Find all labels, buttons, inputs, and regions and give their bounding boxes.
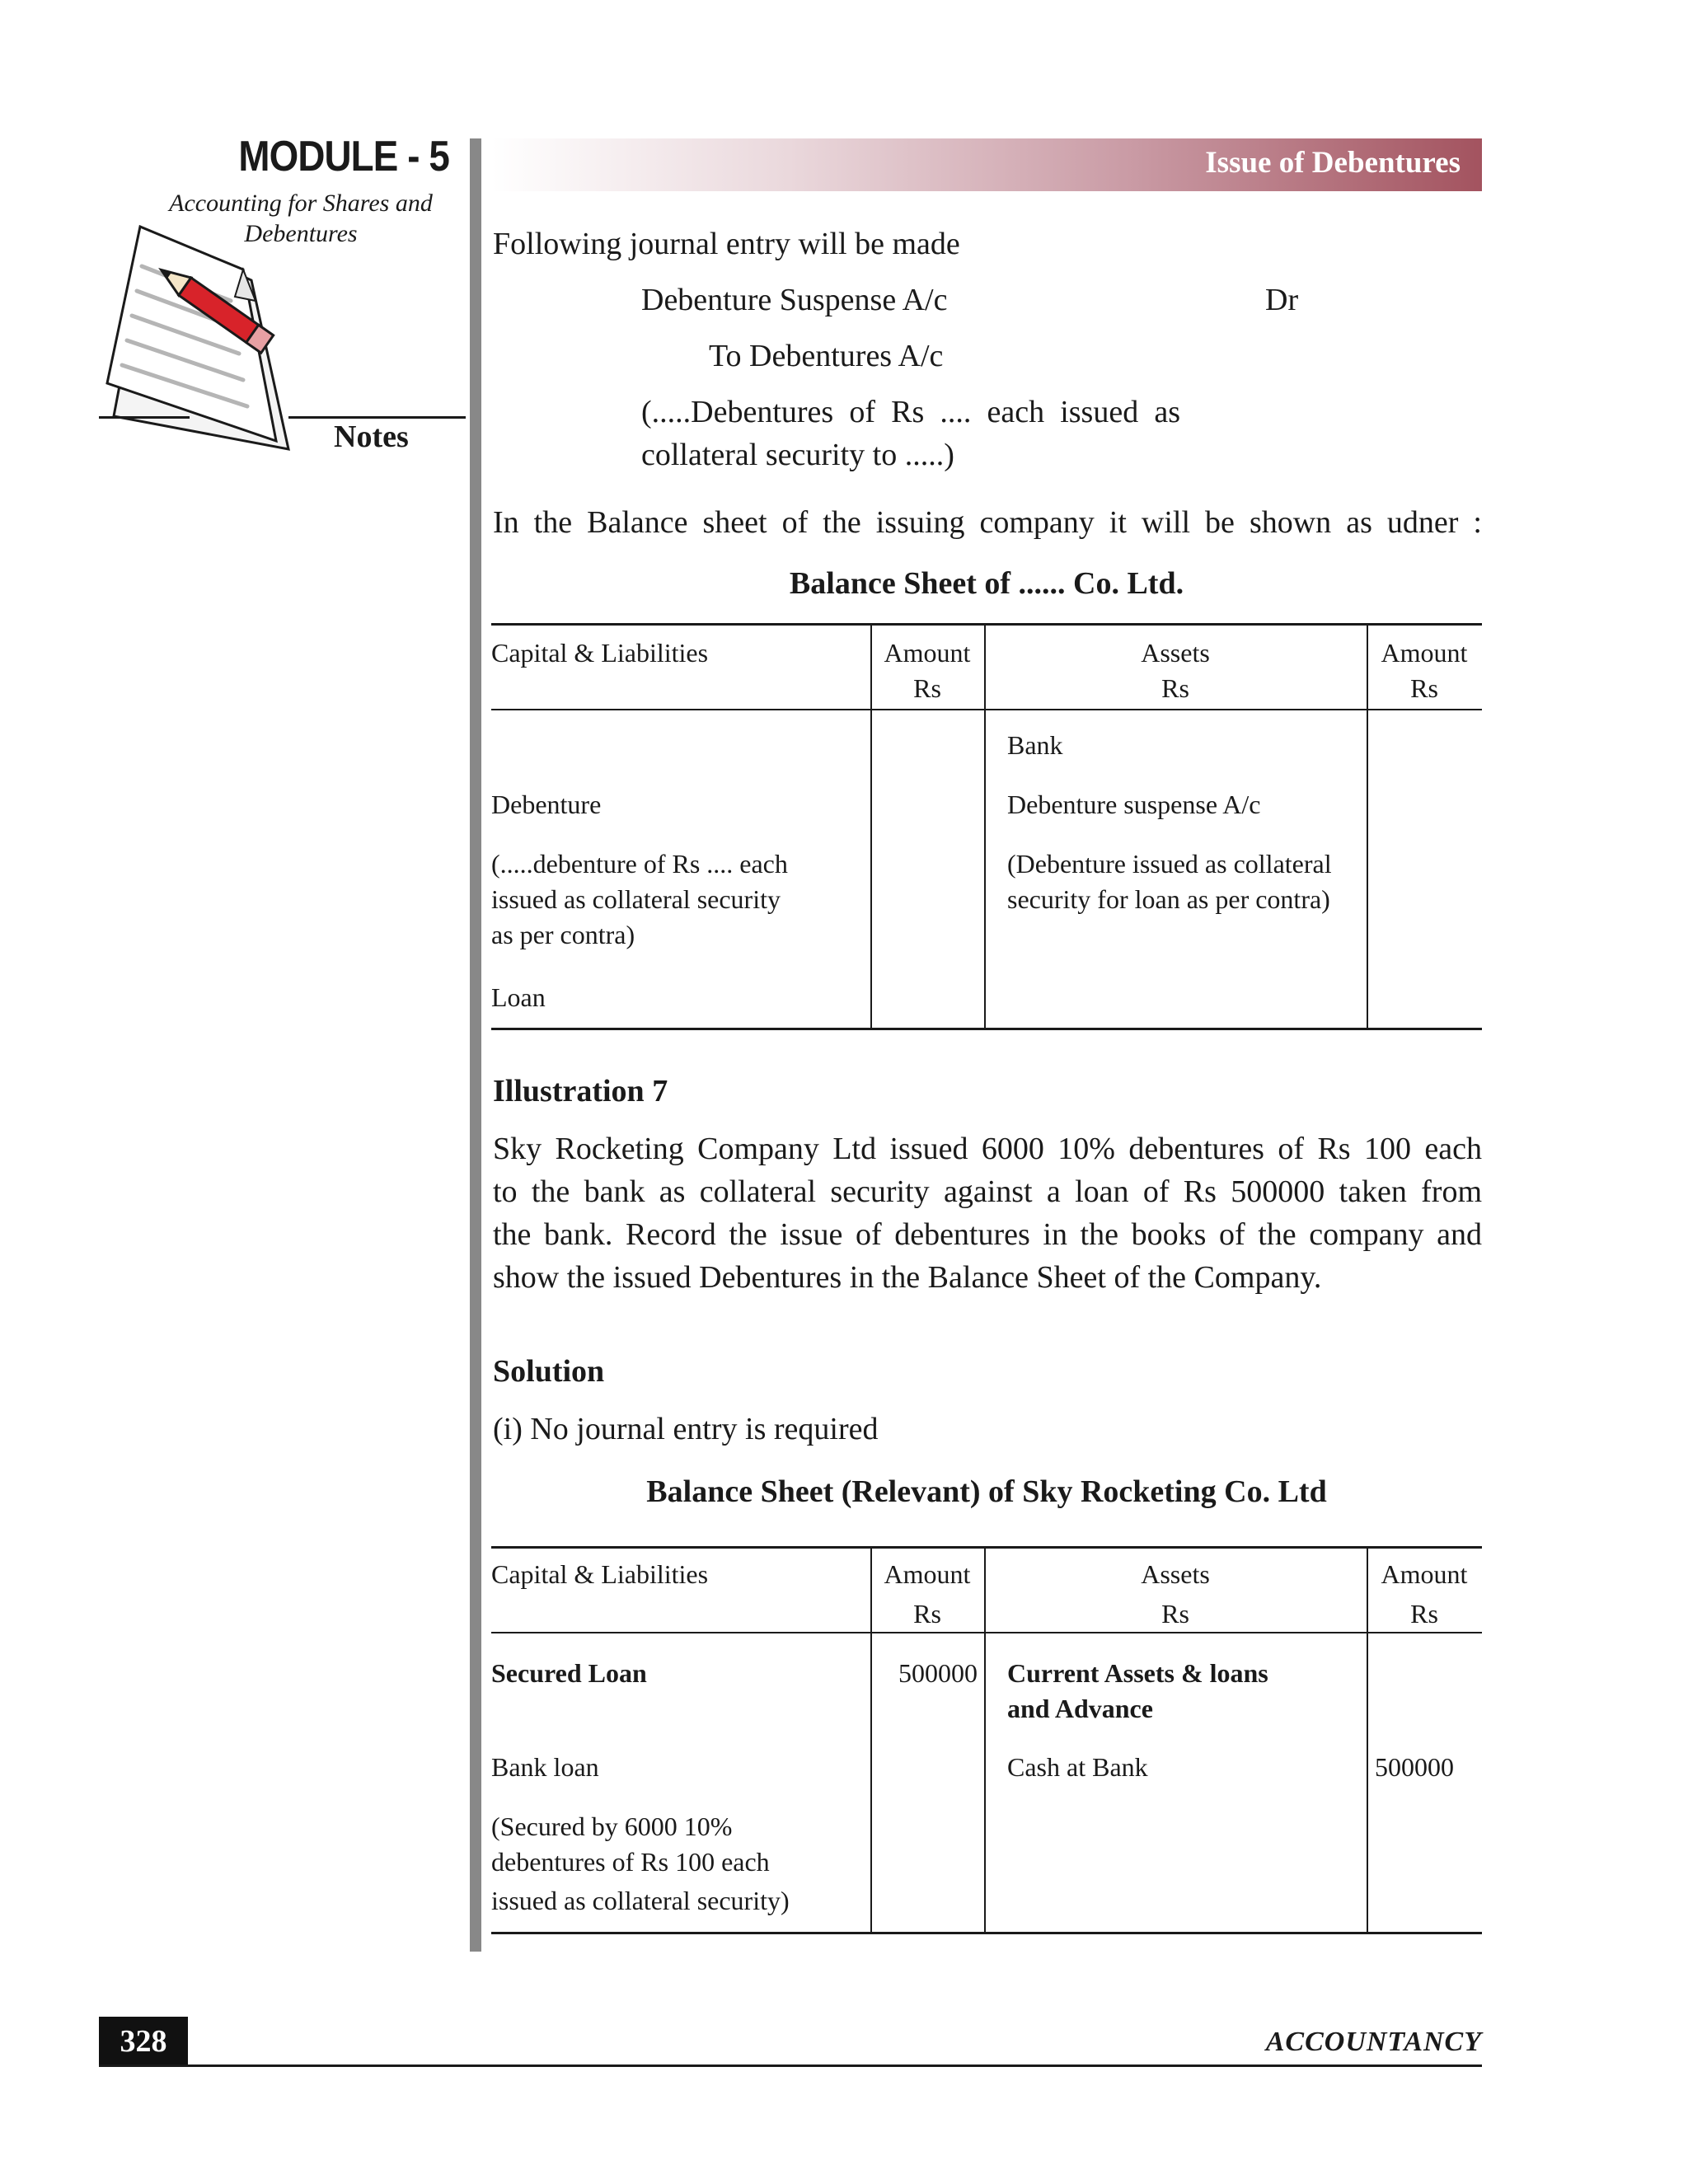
header-rs: Rs [913,1599,941,1629]
balance-intro: In the Balance sheet of the issuing company it will be shown as udner : [493,505,1482,540]
narration-line-1: (.....Debentures of Rs .... each issued as [641,395,1180,429]
solution-step: (i) No journal entry is required [493,1412,879,1446]
notepad-pencil-icon [99,218,321,462]
margin-bar [470,138,481,1952]
page-number: 328 [99,2017,188,2066]
header-rs: Rs [1161,1599,1189,1629]
header-rs: Rs [1161,673,1189,703]
header-amount: Amount [1381,1559,1468,1589]
narration-line-2: collateral security to .....) [641,438,954,472]
liab-loan: Loan [491,982,546,1012]
header-amount: Amount [884,638,971,668]
secured-loan-amount: 500000 [898,1658,978,1688]
header-amount: Amount [1381,638,1468,668]
solution-heading: Solution [493,1354,605,1389]
illustration-text: show the issued Debentures in the Balance Sheet of the Company. [493,1260,1322,1295]
illustration-text: the bank. Record the issue of debentures in the books of the company and [493,1217,1482,1252]
journal-intro: Following journal entry will be made [493,227,960,261]
cash-at-bank-amount: 500000 [1375,1752,1454,1782]
section-title: Issue of Debentures [1205,146,1461,180]
header-rs: Rs [1410,1599,1438,1629]
asset-suspense-desc: security for loan as per contra) [1007,884,1330,914]
header-rs: Rs [1410,673,1438,703]
liab-debenture: Debenture [491,790,602,819]
liab-secured-loan: Secured Loan [491,1658,647,1688]
module-subtitle: Accounting for Shares and Debentures [169,190,433,247]
module-title: MODULE - 5 [238,133,449,180]
table2-header-rule [491,1632,1482,1633]
header-assets: Assets [1141,1559,1210,1589]
footer-subject: ACCOUNTANCY [1265,2027,1482,2057]
header-assets: Assets [1141,638,1210,668]
notes-label: Notes [334,419,409,454]
table1-header-rule [491,709,1482,710]
header-amount: Amount [884,1559,971,1589]
liab-bank-loan: Bank loan [491,1752,599,1782]
asset-cash-at-bank: Cash at Bank [1007,1752,1148,1782]
footer-rule [99,2064,1482,2067]
liab-debenture-desc: issued as collateral security [491,884,781,914]
debit-account: Debenture Suspense A/c [641,283,948,317]
dr-label: Dr [1265,283,1299,317]
asset-current-assets: Current Assets & loans [1007,1658,1268,1688]
illustration-text: to the bank as collateral security against a loan of Rs 500000 taken from [493,1174,1482,1209]
section-banner [491,138,1482,191]
header-rs: Rs [913,673,941,703]
liab-bank-loan-desc: issued as collateral security) [491,1886,790,1915]
notes-rule-left [99,416,190,419]
table2-title: Balance Sheet (Relevant) of Sky Rocketing Co. Ltd [646,1474,1327,1509]
liab-debenture-desc: as per contra) [491,920,635,949]
asset-debenture-suspense: Debenture suspense A/c [1007,790,1261,819]
asset-suspense-desc: (Debenture issued as collateral [1007,849,1332,879]
illustration-text: Sky Rocketing Company Ltd issued 6000 10% debentures of Rs 100 each [493,1132,1482,1166]
credit-account: To Debentures A/c [709,339,944,373]
liab-bank-loan-desc: (Secured by 6000 10% [491,1811,733,1841]
liab-bank-loan-desc: debentures of Rs 100 each [491,1847,770,1877]
illustration-heading: Illustration 7 [493,1074,668,1108]
liab-debenture-desc: (.....debenture of Rs .... each [491,849,788,879]
table1-title: Balance Sheet of ...... Co. Ltd. [789,566,1184,601]
balance-sheet-table-2 [491,1546,1482,1934]
header-liabilities: Capital & Liabilities [491,638,709,668]
asset-current-assets: and Advance [1007,1694,1153,1723]
balance-sheet-table-1 [491,623,1482,1030]
asset-bank: Bank [1007,730,1063,760]
header-liabilities: Capital & Liabilities [491,1559,709,1589]
